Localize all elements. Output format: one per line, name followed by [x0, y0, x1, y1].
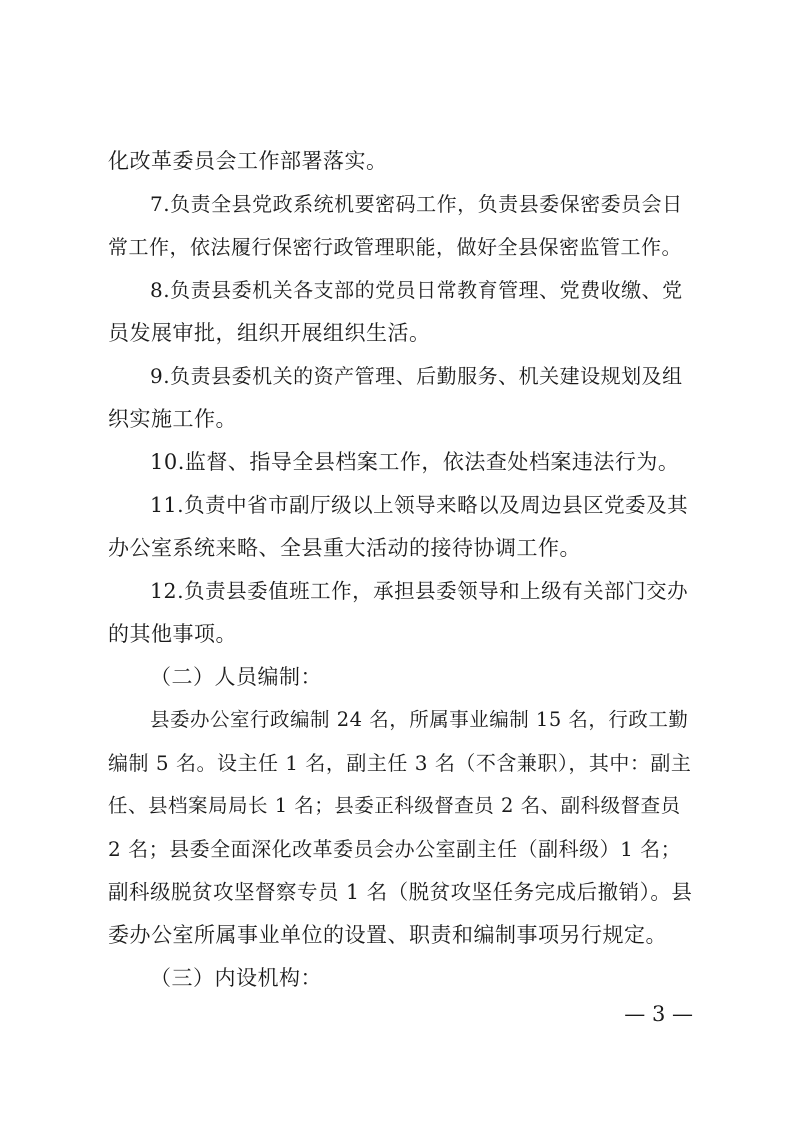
section-heading: （二）人员编制：: [150, 665, 322, 689]
body-text-line: 县委办公室行政编制 24 名，所属事业编制 15 名，行政工勤: [150, 708, 689, 731]
body-text-line: 12.负责县委值班工作，承担县委领导和上级有关部门交办: [150, 579, 689, 603]
body-text-line: 副科级脱贫攻坚督察专员 1 名（脱贫攻坚任务完成后撤销）。县: [108, 880, 693, 904]
body-text-line: 编制 5 名。设主任 1 名，副主任 3 名（不含兼职），其中：副主: [108, 751, 692, 775]
body-text-line: 7.负责全县党政系统机要密码工作，负责县委保密委员会日: [150, 192, 683, 216]
body-text-line: 8.负责县委机关各支部的党员日常教育管理、党费收缴、党: [150, 278, 683, 302]
body-text-line: 任、县档案局局长 1 名；县委正科级督查员 2 名、副科级督查员: [108, 794, 681, 817]
body-text-line: 的其他事项。: [108, 622, 237, 646]
body-text-line: 10.监督、指导全县档案工作，依法查处档案违法行为。: [150, 450, 680, 474]
body-text-line: 员发展审批，组织开展组织生活。: [108, 321, 431, 345]
body-text-line: 常工作，依法履行保密行政管理职能，做好全县保密监管工作。: [108, 235, 682, 259]
body-text-line: 办公室系统来略、全县重大活动的接待协调工作。: [108, 536, 581, 560]
body-text-line: 2 名；县委全面深化改革委员会办公室副主任（副科级）1 名；: [108, 837, 682, 861]
body-text-line: 9.负责县委机关的资产管理、后勤服务、机关建设规划及组: [150, 364, 683, 388]
body-text-line: 织实施工作。: [108, 407, 237, 431]
body-text-line: 11.负责中省市副厅级以上领导来略以及周边县区党委及其: [150, 493, 689, 517]
page-number: — 3 —: [624, 1002, 693, 1026]
section-heading: （三）内设机构：: [150, 966, 322, 990]
body-text-line: 化改革委员会工作部署落实。: [108, 149, 388, 173]
body-text-line: 委办公室所属事业单位的设置、职责和编制事项另行规定。: [108, 923, 667, 947]
